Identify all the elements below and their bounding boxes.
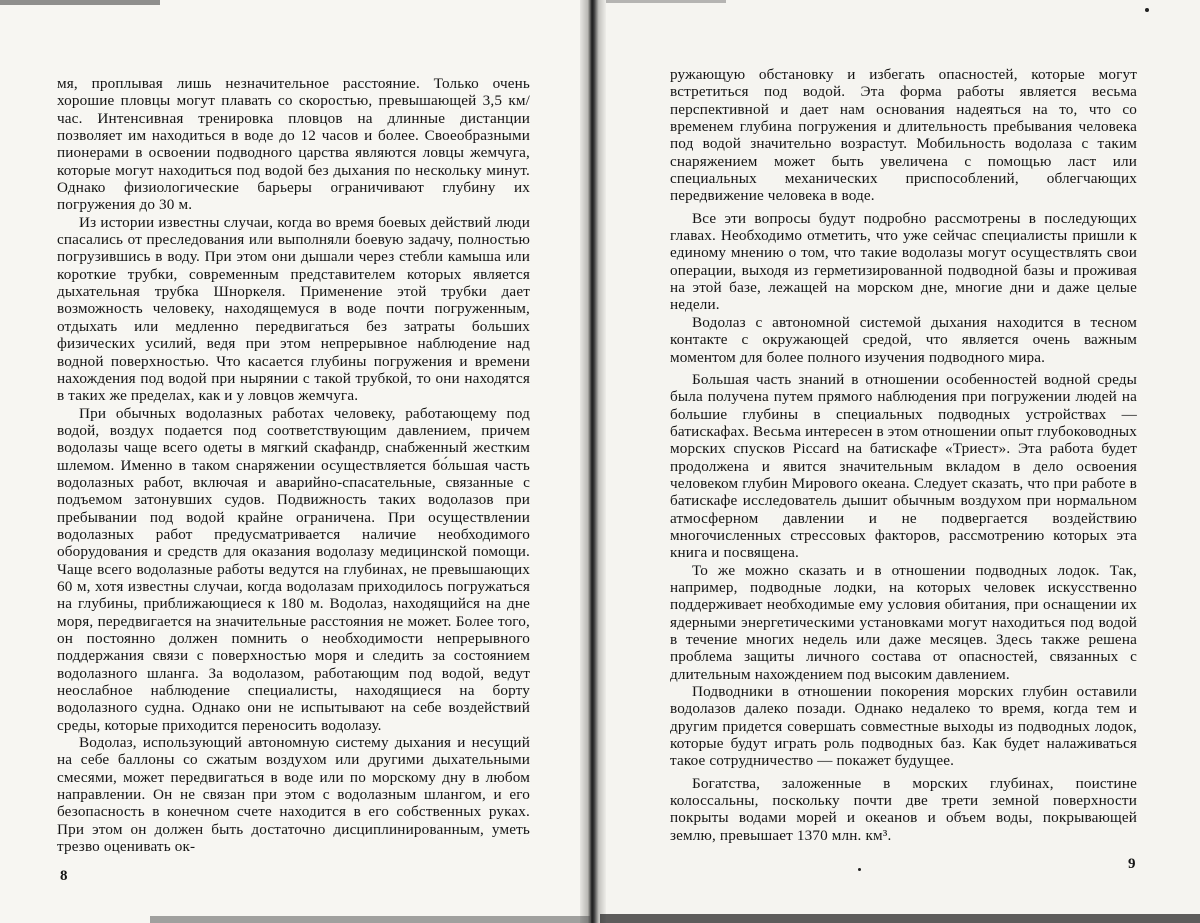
paragraph: Водолаз с автономной системой дыхания находится в тесном контакте с окружающей средой, что является очень важным моментом для более полного изучения подводного мира. — [670, 313, 1137, 366]
scan-edge-bottom-left — [150, 916, 590, 923]
paragraph: Подводники в отношении покорения морских глубин оставили водолазов далеко позади. Однако недалеко то время, когда тем и другим придется совершать совместные выходы из подводных лодок, которые будут играть роль подводных баз. Как будет налаживаться такое сотрудничество — покажет будущее. — [670, 683, 1137, 770]
scan-edge-top-right — [606, 0, 726, 3]
paragraph: мя, проплывая лишь незначительное расстояние. Только очень хорошие пловцы могут плавать со скоростью, превышающей 3,5 км/час. Интенсивная тренировка пловцов на длинные дистанции позволяет им находиться в воде до 12 часов и более. Своеобразными пионерами в освоении подводного царства являются ловцы жемчуга, которые могут находиться под водой без дыхания по нескольку минут. Однако физиологические барьеры ограничивают глубину их погружения до 30 м. — [57, 75, 530, 214]
paragraph: ружающую обстановку и избегать опасностей, которые могут встретиться под водой. Эта форма работы является весьма перспективной и дает нам основания надеяться на то, что со временем глубина погружения и длительность пребывания человека под водой значительно возрастут. Мобильность водолаза с таким снаряжением может быть увеличена с помощью ласт или специальных механических приспособлений, облегчающих передвижение человека в воде. — [670, 66, 1137, 205]
paragraph: Все эти вопросы будут подробно рассмотрены в последующих главах. Необходимо отметить, что уже сейчас специалисты пришли к единому мнению о том, что такие водолазы могут осуществлять свои операции, выходя из герметизированной подводной базы и проживая на этой базе, лежащей на морском дне, многие дни и даже целые недели. — [670, 209, 1137, 314]
paragraph: Водолаз, использующий автономную систему дыхания и несущий на себе баллоны со сжатым воздухом или другими дыхательными смесями, может передвигаться в воде или по морскому дну в любом направлении. Он не связан при этом с водолазным шлангом, и его безопасность в конечном счете находится в его собственных руках. При этом он должен быть достаточно дисциплинированным, уметь трезво оценивать ок- — [57, 734, 530, 856]
scan-speck — [858, 868, 861, 871]
paragraph: Богатства, заложенные в морских глубинах, поистине колоссальны, поскольку почти две трети земной поверхности покрыты водами морей и океанов и объем воды, покрывающей землю, превышает 1370 млн. км³. — [670, 774, 1137, 844]
paragraph: Большая часть знаний в отношении особенностей водной среды была получена путем прямого наблюдения при погружении людей на большие глубины в специальных подводных устройствах — батискафах. Весьма интересен в этом отношении опыт глубоководных морских спусков Piccard на батискафе «Триест». Эта работа будет продолжена и явится значительным вкладом в дело освоения человеком глубин Мирового океана. Следует сказать, что при работе в батискафе исследователь дышит обычным воздухом при нормальном атмосферном давлении и не подвергается воздействию многочисленных стрессовых факторов, рассмотрению которых эта книга и посвящена. — [670, 370, 1137, 562]
left-page-text — [57, 75, 530, 855]
paragraph: При обычных водолазных работах человеку, работающему под водой, воздух подается под соответствующим давлением, причем водолазы чаще всего одеты в мягкий скафандр, снабженный жестким шлемом. Именно в таком снаряжении осуществляется бо́льшая часть водолазных работ, включая и аварийно-спасательные, связанные с подъемом затонувших судов. Подвижность таких водолазов при пребывании под водой крайне ограничена. При осуществлении водолазных работ предусматривается наличие необходимого оборудования и средств для оказания водолазу медицинской помощи. Чаще всего водолазные работы ведутся на глубинах, не превышающих 60 м, хотя известны случаи, когда водолазам приходилось погружаться на глубины, приближающиеся к 180 м. Водолаз, находящийся на дне моря, передвигается на значительные расстояния не может. Более того, он постоянно должен помнить о необходимости непрерывного поддержания связи с поверхностью моря и следить за состоянием водолазного шланга. За водолазом, работающим под водой, ведут неослабное наблюдение специалисты, находящиеся на борту водолазного судна. Однако они не испытывают на себе воздействий среды, которые приходится переносить водолазу. — [57, 404, 530, 734]
scan-speck — [1145, 8, 1149, 12]
scan-edge-top-left — [0, 0, 160, 5]
paragraph: То же можно сказать и в отношении подводных лодок. Так, например, подводные лодки, на которых человек искусственно поддерживает необходимые ему условия обитания, при оснащении их ядерными энергетическими установками могут находиться под водой в течение многих недель или даже месяцев. Здесь также решена проблема защиты личного состава от опасностей, связанных с длительным нахождением под высоким давлением. — [670, 561, 1137, 683]
paragraph: Из истории известны случаи, когда во время боевых действий люди спасались от преследования или выполняли боевую задачу, полностью погрузившись в воду. При этом они дышали через стебли камыша или короткие трубки, современным представителем которых является дыхательная трубка Шноркеля. Применение этой трубки дает возможность человеку, находящемуся в воде почти погруженным, отдыхать или медленно передвигаться без затраты больших физических усилий, ведя при этом непрерывное наблюдение над водной поверхностью. Что касается глубины погружения и времени нахождения под водой при нырянии с такой трубкой, то они находятся в таких же пределах, как и у ловцов жемчуга. — [57, 213, 530, 405]
scan-edge-bottom-right — [600, 914, 1200, 923]
page-number: 8 — [60, 868, 68, 884]
right-page-text — [670, 66, 1137, 844]
page-number: 9 — [1128, 856, 1136, 872]
book-gutter — [580, 0, 606, 923]
